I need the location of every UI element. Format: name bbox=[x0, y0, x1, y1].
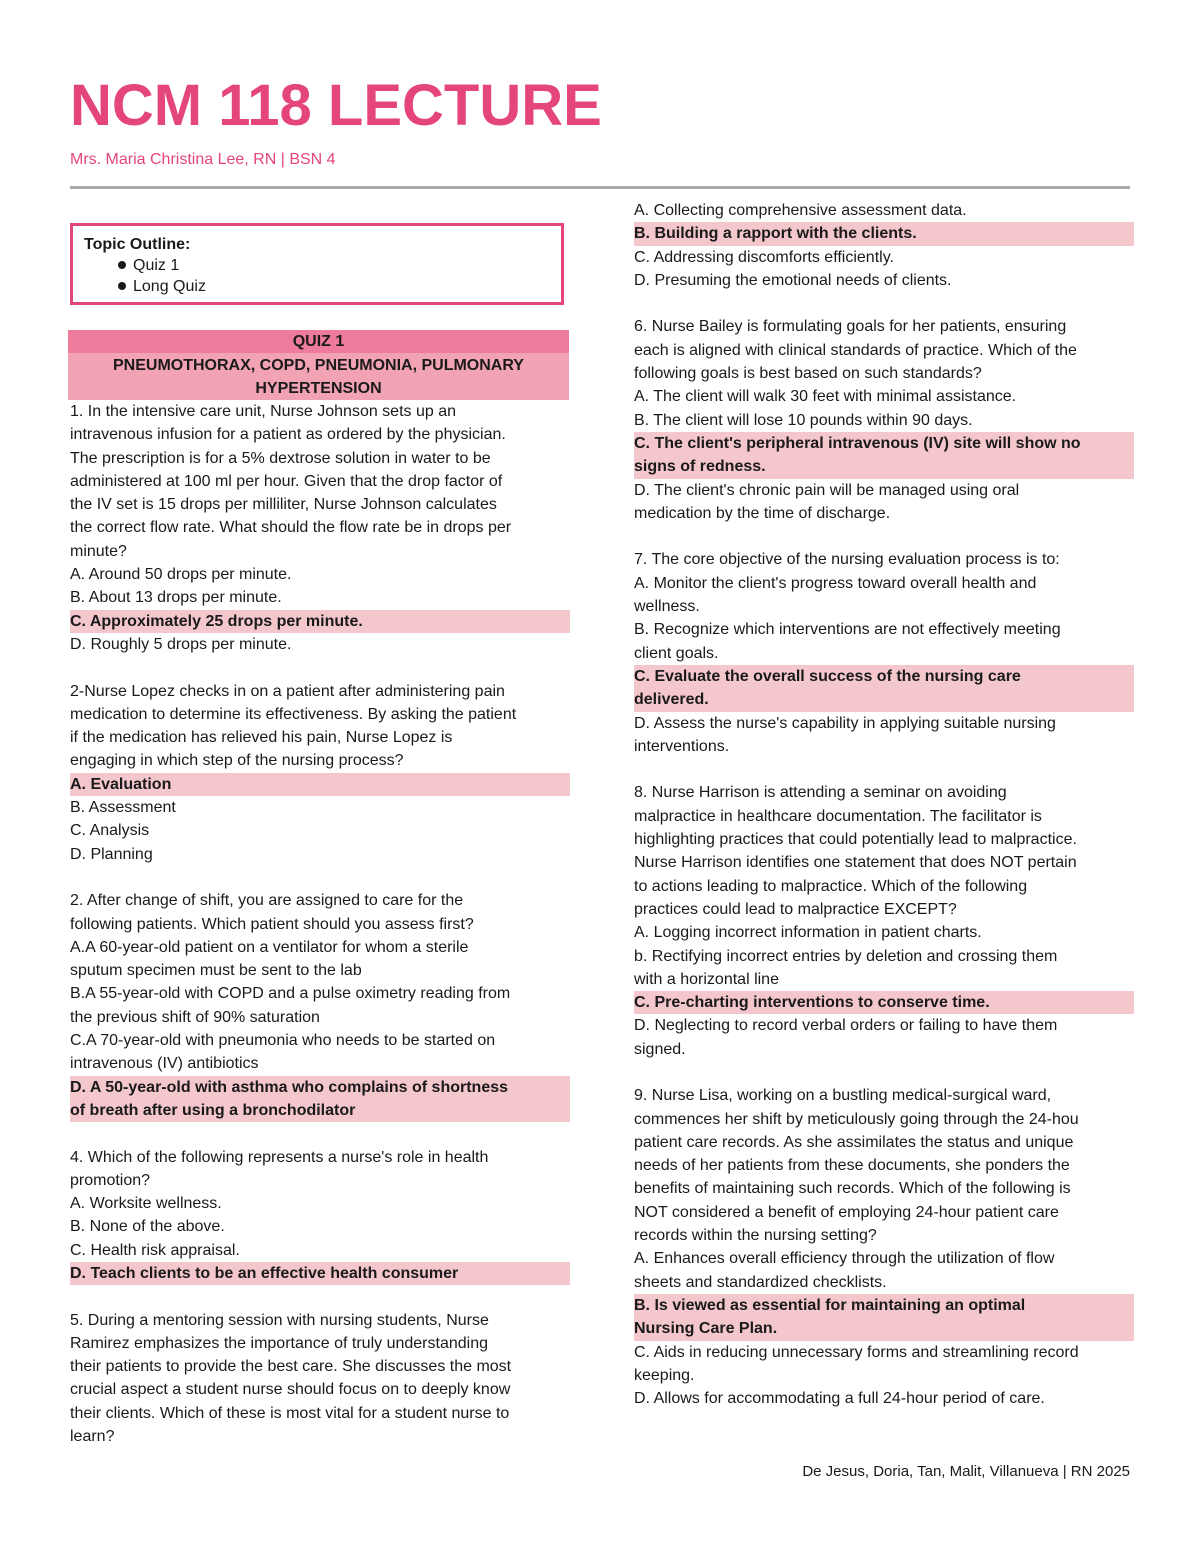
question-text: learn? bbox=[70, 1428, 115, 1446]
question-text: medication to determine its effectiveness. By asking the patient bbox=[70, 705, 517, 723]
choice: D. Allows for accommodating a full 24-hour period of care. bbox=[634, 1390, 1045, 1408]
question-text: practices could lead to malpractice EXCEPT? bbox=[634, 900, 957, 918]
question-text: crucial aspect a student nurse should focus on to deeply know bbox=[70, 1381, 511, 1399]
right-column bbox=[634, 199, 1134, 1410]
correct-answer: C. The client's peripheral intravenous (IV) site will show no signs of redness. bbox=[634, 432, 1134, 479]
question-text: 2-Nurse Lopez checks in on a patient after administering pain bbox=[70, 682, 505, 700]
choice: A. Worksite wellness. bbox=[70, 1195, 222, 1213]
question-text: following goals is best based on such standards? bbox=[634, 365, 982, 383]
choice: client goals. bbox=[634, 644, 719, 662]
question-2 bbox=[70, 680, 570, 866]
choice: C. Health risk appraisal. bbox=[70, 1241, 240, 1259]
correct-answer: A. Evaluation bbox=[70, 773, 570, 796]
choice: A. Collecting comprehensive assessment data. bbox=[634, 202, 967, 219]
choice: B. Assessment bbox=[70, 799, 176, 817]
question-text: 9. Nurse Lisa, working on a bustling medical-surgical ward, bbox=[634, 1087, 1052, 1105]
bullet-icon bbox=[118, 282, 126, 290]
header-divider bbox=[70, 186, 1130, 189]
question-text: records within the nursing setting? bbox=[634, 1227, 877, 1245]
choice: medication by the time of discharge. bbox=[634, 504, 891, 522]
correct-answer: C. Approximately 25 drops per minute. bbox=[70, 610, 570, 633]
choice: B. The client will lose 10 pounds within 90 days. bbox=[634, 411, 973, 429]
question-5 bbox=[70, 1309, 570, 1449]
choice: A. Logging incorrect information in patient charts. bbox=[634, 924, 982, 942]
question-text: NOT considered a benefit of employing 24-hour patient care bbox=[634, 1203, 1059, 1221]
question-3 bbox=[70, 889, 570, 1122]
question-text: the IV set is 15 drops per milliliter, Nurse Johnson calculates bbox=[70, 496, 497, 514]
question-text: intravenous infusion for a patient as ordered by the physician. bbox=[70, 426, 506, 444]
choice: sputum specimen must be sent to the lab bbox=[70, 962, 362, 980]
quiz-topics-bar: PNEUMOTHORAX, COPD, PNEUMONIA, PULMONARY HYPERTENSION bbox=[68, 353, 569, 400]
question-text: minute? bbox=[70, 542, 127, 560]
question-text: following patients. Which patient should you assess first? bbox=[70, 915, 474, 933]
choice: intravenous (IV) antibiotics bbox=[70, 1055, 259, 1073]
question-text: 2. After change of shift, you are assigned to care for the bbox=[70, 892, 464, 910]
question-8 bbox=[634, 781, 1134, 1061]
choice: b. Rectifying incorrect entries by deletion and crossing them bbox=[634, 947, 1058, 965]
page-subtitle: Mrs. Maria Christina Lee, RN | BSN 4 bbox=[70, 151, 336, 168]
question-text: their patients to provide the best care. She discusses the most bbox=[70, 1358, 512, 1376]
question-text: engaging in which step of the nursing process? bbox=[70, 752, 404, 770]
choice: B. None of the above. bbox=[70, 1218, 225, 1236]
choice: A.A 60-year-old patient on a ventilator for whom a sterile bbox=[70, 938, 469, 956]
question-text: highlighting practices that could potentially lead to malpractice. bbox=[634, 831, 1077, 849]
bullet-icon bbox=[118, 261, 126, 269]
choice: D. Planning bbox=[70, 845, 153, 863]
question-text: each is aligned with clinical standards of practice. Which of the bbox=[634, 341, 1077, 359]
question-text: malpractice in healthcare documentation. The facilitator is bbox=[634, 807, 1042, 825]
correct-answer: D. Teach clients to be an effective health consumer bbox=[70, 1262, 570, 1285]
choice: D. Presuming the emotional needs of clients. bbox=[634, 271, 952, 289]
choice: sheets and standardized checklists. bbox=[634, 1273, 887, 1291]
topic-outline-box bbox=[70, 223, 564, 305]
choice: C. Analysis bbox=[70, 822, 150, 840]
question-text: Nurse Harrison identifies one statement that does NOT pertain bbox=[634, 854, 1077, 872]
quiz-title-bar: QUIZ 1 bbox=[68, 330, 569, 353]
choice: C. Addressing discomforts efficiently. bbox=[634, 248, 894, 266]
correct-answer: C. Pre-charting interventions to conserve time. bbox=[634, 991, 1134, 1014]
choice: A. Around 50 drops per minute. bbox=[70, 566, 292, 584]
correct-answer: D. A 50-year-old with asthma who complains of shortness of breath after using a bronchodilator bbox=[70, 1076, 570, 1123]
question-text: if the medication has relieved his pain, Nurse Lopez is bbox=[70, 729, 453, 747]
question-text: 4. Which of the following represents a nurse's role in health bbox=[70, 1148, 489, 1166]
question-text: to actions leading to malpractice. Which of the following bbox=[634, 877, 1028, 895]
question-text: the correct flow rate. What should the flow rate be in drops per bbox=[70, 519, 512, 537]
page-footer: De Jesus, Doria, Tan, Malit, Villanueva | RN 2025 bbox=[802, 1463, 1130, 1480]
question-text: promotion? bbox=[70, 1171, 151, 1189]
question-1 bbox=[70, 400, 570, 656]
question-4 bbox=[70, 1146, 570, 1286]
question-text: administered at 100 ml per hour. Given that the drop factor of bbox=[70, 472, 503, 490]
choice: D. The client's chronic pain will be managed using oral bbox=[634, 481, 1020, 499]
question-text: The prescription is for a 5% dextrose solution in water to be bbox=[70, 449, 491, 467]
choice: A. Monitor the client's progress toward overall health and bbox=[634, 574, 1037, 592]
question-text: 1. In the intensive care unit, Nurse Johnson sets up an bbox=[70, 403, 457, 420]
choice: C. Aids in reducing unnecessary forms and streamlining record bbox=[634, 1343, 1079, 1361]
outline-heading: Topic Outline: bbox=[84, 236, 191, 253]
question-text: their clients. Which of these is most vital for a student nurse to bbox=[70, 1404, 510, 1422]
outline-list bbox=[84, 255, 561, 297]
page-title: NCM 118 LECTURE bbox=[70, 73, 602, 138]
choice: A. Enhances overall efficiency through the utilization of flow bbox=[634, 1250, 1055, 1268]
question-5-choices bbox=[634, 199, 1134, 292]
choice: D. Roughly 5 drops per minute. bbox=[70, 635, 292, 653]
question-text: commences her shift by meticulously going through the 24-hou bbox=[634, 1110, 1079, 1128]
question-6 bbox=[634, 315, 1134, 525]
choice: signed. bbox=[634, 1040, 686, 1058]
choice: the previous shift of 90% saturation bbox=[70, 1008, 320, 1026]
choice: C.A 70-year-old with pneumonia who needs to be started on bbox=[70, 1032, 496, 1050]
question-text: 8. Nurse Harrison is attending a seminar on avoiding bbox=[634, 784, 1007, 802]
choice: interventions. bbox=[634, 737, 730, 755]
question-7 bbox=[634, 548, 1134, 758]
outline-item: Long Quiz bbox=[84, 276, 561, 297]
choice: with a horizontal line bbox=[634, 970, 779, 988]
question-text: benefits of maintaining such records. Which of the following is bbox=[634, 1180, 1071, 1198]
question-text: needs of her patients from these documents, she ponders the bbox=[634, 1157, 1070, 1175]
question-text: 6. Nurse Bailey is formulating goals for her patients, ensuring bbox=[634, 318, 1067, 336]
question-text: patient care records. As she assimilates the status and unique bbox=[634, 1133, 1074, 1151]
choice: A. The client will walk 30 feet with minimal assistance. bbox=[634, 388, 1017, 406]
question-text: 5. During a mentoring session with nursing students, Nurse bbox=[70, 1311, 489, 1329]
outline-item: Quiz 1 bbox=[84, 255, 561, 276]
choice: wellness. bbox=[634, 598, 700, 616]
choice: B. About 13 drops per minute. bbox=[70, 589, 282, 607]
correct-answer: B. Building a rapport with the clients. bbox=[634, 222, 1134, 245]
choice: B.A 55-year-old with COPD and a pulse oximetry reading from bbox=[70, 985, 511, 1003]
choice: B. Recognize which interventions are not effectively meeting bbox=[634, 621, 1061, 639]
left-column bbox=[70, 400, 570, 1448]
question-text: Ramirez emphasizes the importance of truly understanding bbox=[70, 1334, 488, 1352]
choice: D. Assess the nurse's capability in applying suitable nursing bbox=[634, 714, 1056, 732]
choice: D. Neglecting to record verbal orders or failing to have them bbox=[634, 1017, 1058, 1035]
correct-answer: C. Evaluate the overall success of the nursing care delivered. bbox=[634, 665, 1134, 712]
choice: keeping. bbox=[634, 1366, 695, 1384]
question-text: 7. The core objective of the nursing evaluation process is to: bbox=[634, 551, 1060, 569]
correct-answer: B. Is viewed as essential for maintaining an optimal Nursing Care Plan. bbox=[634, 1294, 1134, 1341]
question-9 bbox=[634, 1084, 1134, 1410]
